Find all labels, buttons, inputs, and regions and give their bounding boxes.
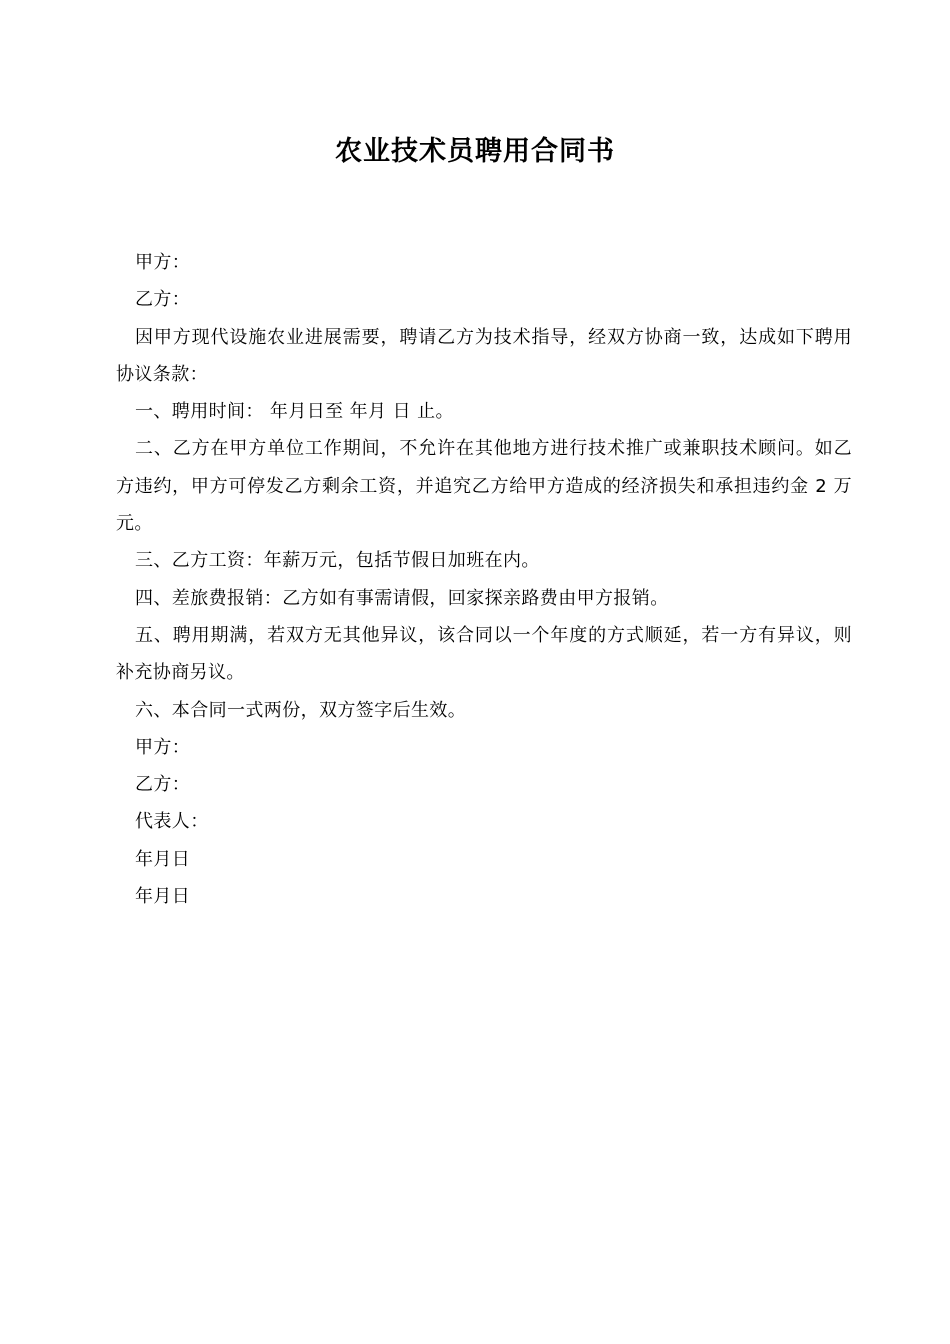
signature-party-a: 甲方： — [135, 736, 191, 758]
signature-party-b: 乙方： — [135, 774, 191, 796]
signature-representative: 代表人： — [135, 811, 209, 833]
clause-5: 五、聘用期满，若双方无其他异议，该合同以一个年度的方式顺延，若一方有异议，则补充协商另议。 — [116, 624, 852, 684]
document-body — [116, 244, 852, 915]
party-a-line: 甲方： — [135, 252, 191, 273]
party-b-line: 乙方： — [135, 289, 191, 311]
signature-date-2: 年月日 — [135, 886, 191, 908]
preamble-paragraph: 因甲方现代设施农业进展需要，聘请乙方为技术指导，经双方协商一致，达成如下聘用协议条款： — [116, 326, 852, 385]
document-title: 农业技术员聘用合同书 — [335, 136, 615, 167]
clause-6: 六、本合同一式两份，双方签字后生效。 — [135, 699, 467, 721]
clause-1: 一、聘用时间： 年月日至 年月 日 止。 — [135, 401, 454, 423]
clause-2: 二、乙方在甲方单位工作期间，不允许在其他地方进行技术推广或兼职技术顾问。如乙方违约，甲方可停发乙方剩余工资，并追究乙方给甲方造成的经济损失和承担违约金 2 万元。 — [116, 438, 852, 535]
clause-3: 三、乙方工资：年薪万元，包括节假日加班在内。 — [135, 550, 540, 572]
signature-date-1: 年月日 — [135, 848, 191, 870]
clause-4: 四、差旅费报销：乙方如有事需请假，回家探亲路费由甲方报销。 — [135, 587, 669, 609]
